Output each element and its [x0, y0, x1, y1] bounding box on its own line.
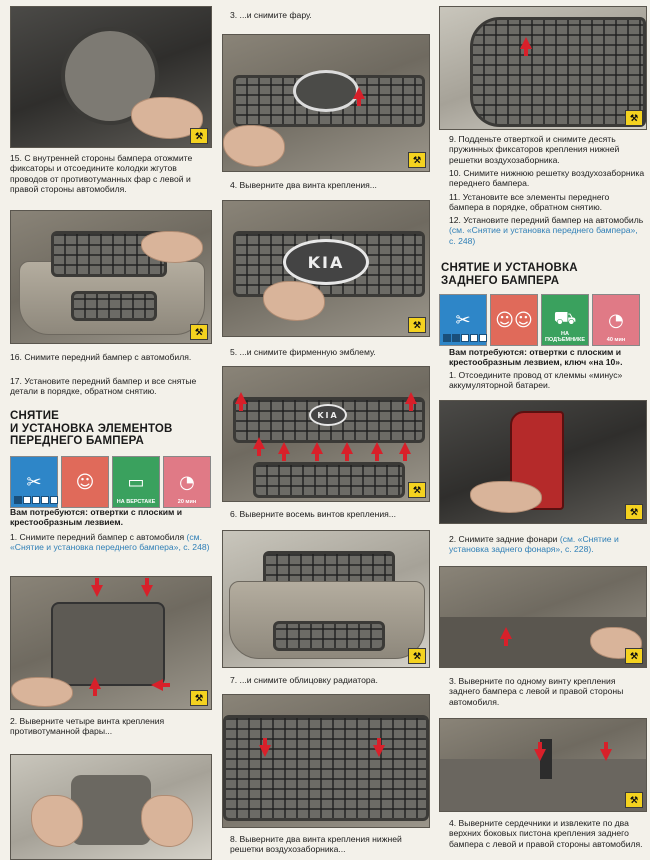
caption-step-6: 6. Выверните восемь винтов крепления...: [230, 509, 396, 519]
photo-grille-screws: [222, 34, 430, 172]
photo-lower-grille: [439, 6, 647, 130]
photo-rear-bumper-pistons: [439, 718, 647, 812]
brand-logo: KIA: [309, 404, 347, 426]
workbench-icon: ▭ НА ВЕРСТАКЕ: [112, 456, 160, 508]
reference-link[interactable]: (см. «Снятие и установка переднего бампера», с. 248): [10, 532, 210, 553]
caption-front-step-2: 2. Выверните четыре винта крепления противотуманной фары...: [10, 716, 165, 737]
tool-badge-icon: ⚒: [625, 792, 643, 808]
tool-badge-icon: ⚒: [190, 690, 208, 706]
arrow-marker: [259, 745, 271, 757]
caption-step-9: 9. Подденьте отверткой и снимите десять пружинных фиксаторов крепления нижней решетки воздухозаборника.: [449, 134, 620, 165]
tools-needed-rear: Вам потребуются: отвертки с плоским и крестообразным лезвием, ключ «на 10».: [449, 347, 623, 368]
tool-icons-rear: [439, 294, 640, 346]
photo-fog-light-connector: [10, 6, 212, 148]
photo-fog-light-removal: [10, 754, 212, 860]
person-icon: ☺: [61, 456, 109, 508]
tool-badge-icon: ⚒: [625, 648, 643, 664]
arrow-marker: [371, 442, 383, 454]
tool-icons-front: [10, 456, 211, 508]
arrow-marker: [253, 437, 265, 449]
caption-step-17: 17. Установите передний бампер и все снятые детали в порядке, обратном снятию.: [10, 376, 197, 397]
arrow-marker: [341, 442, 353, 454]
tool-badge-icon: ⚒: [408, 152, 426, 168]
caption-step-8: 8. Выверните два винта крепления нижней решетки воздухозаборника...: [230, 834, 402, 855]
arrow-marker: [399, 442, 411, 454]
caption-rear-step-2: 2. Снимите задние фонари (см. «Снятие и установка заднего фонаря», с. 228).: [449, 534, 619, 555]
photo-emblem: [222, 200, 430, 337]
arrow-marker: [311, 442, 323, 454]
photo-radiator-trim: [222, 530, 430, 668]
photo-lower-grille-screws: [222, 694, 430, 828]
wrench-icon: ✂: [10, 456, 58, 508]
caption-step-11: 11. Установите все элементы переднего бампера в порядке, обратном снятию.: [449, 192, 610, 213]
rear-step-1: 1. Отсоедините провод от клеммы «минус» аккумуляторной батареи.: [449, 370, 623, 391]
wrench-icon: ✂: [439, 294, 487, 346]
arrow-marker: [353, 87, 365, 99]
arrow-marker: [151, 679, 163, 691]
arrow-marker: [141, 585, 153, 597]
caption-step-5: 5. ...и снимите фирменную эмблему.: [230, 347, 376, 357]
caption-step-10: 10. Снимите нижнюю решетку воздухозаборника переднего бампера.: [449, 168, 645, 189]
arrow-marker: [89, 677, 101, 689]
arrow-marker: [373, 745, 385, 757]
caption-rear-step-4: 4. Выверните сердечники и извлеките по два верхних боковых пистона крепления заднего бампера с левой и правой стороны автомобиля.: [449, 818, 643, 849]
tool-badge-icon: ⚒: [190, 324, 208, 340]
photo-eight-screws: [222, 366, 430, 502]
two-people-icon: ☺☺: [490, 294, 538, 346]
arrow-marker: [235, 392, 247, 404]
arrow-marker: [520, 37, 532, 49]
photo-front-bumper: [10, 210, 212, 344]
caption-step-12: 12. Установите передний бампер на автомобиль (см. «Снятие и установка переднего бампера», с. 248): [449, 215, 644, 246]
photo-rear-lamp: [439, 400, 647, 524]
tool-badge-icon: ⚒: [625, 110, 643, 126]
arrow-marker: [91, 585, 103, 597]
reference-link[interactable]: (см. «Снятие и установка заднего фонаря», с. 228).: [449, 534, 619, 555]
tool-badge-icon: ⚒: [408, 482, 426, 498]
arrow-marker: [500, 627, 512, 639]
tool-badge-icon: ⚒: [408, 317, 426, 333]
photo-fog-light-screws: [10, 576, 212, 710]
lift-icon: ⛟ НА ПОДЪЕМНИКЕ: [541, 294, 589, 346]
tool-badge-icon: ⚒: [408, 648, 426, 664]
timer-icon: ◔ 20 мин: [163, 456, 211, 508]
caption-step-7: 7. ...и снимите облицовку радиатора.: [230, 675, 378, 685]
caption-step-16: 16. Снимите передний бампер с автомобиля.: [10, 352, 192, 362]
arrow-marker: [600, 749, 612, 761]
photo-rear-bumper-screw: [439, 566, 647, 668]
arrow-marker: [278, 442, 290, 454]
tools-needed-front: Вам потребуются: отвертки с плоским и крестообразным лезвием.: [10, 507, 183, 528]
front-step-1: 1. Снимите передний бампер с автомобиля (см. «Снятие и установка переднего бампера», с. 248): [10, 532, 210, 553]
tool-badge-icon: ⚒: [625, 504, 643, 520]
reference-link[interactable]: (см. «Снятие и установка переднего бампера», с. 248): [449, 225, 638, 246]
arrow-marker: [534, 749, 546, 761]
section-heading-rear: СНЯТИЕ И УСТАНОВКА ЗАДНЕГО БАМПЕРА: [441, 262, 578, 287]
timer-icon: ◔ 40 мин: [592, 294, 640, 346]
caption-step-4: 4. Выверните два винта крепления...: [230, 180, 377, 190]
caption-step-3: 3. ...и снимите фару.: [230, 10, 312, 20]
section-heading-front: СНЯТИЕ И УСТАНОВКА ЭЛЕМЕНТОВ ПЕРЕДНЕГО БАМПЕРА: [10, 410, 173, 447]
brand-logo: KIA: [283, 239, 369, 285]
caption-rear-step-3: 3. Выверните по одному винту крепления заднего бампера с левой и правой стороны автомобиля.: [449, 676, 624, 707]
tool-badge-icon: ⚒: [190, 128, 208, 144]
arrow-marker: [405, 392, 417, 404]
caption-step-15: 15. С внутренней стороны бампера отожмите фиксаторы и отсоедините колодки жгутов проводов от противотуманных фар с левой и правой стороны автомобиля.: [10, 153, 193, 195]
